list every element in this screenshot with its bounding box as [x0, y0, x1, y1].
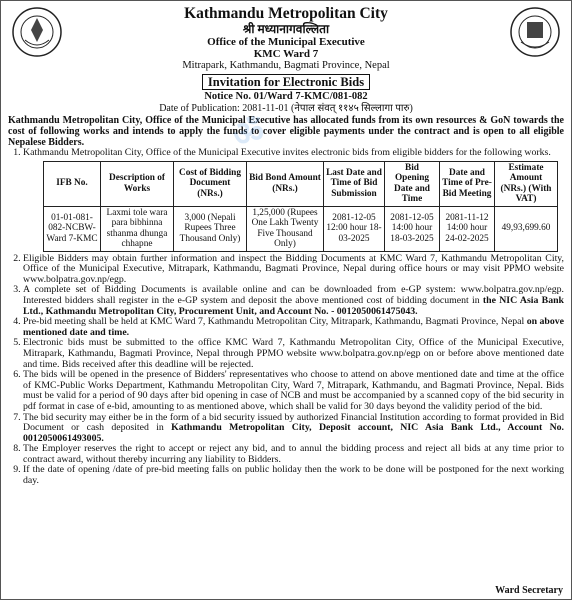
list-item — [23, 413, 564, 445]
item-text: A complete set of Bidding Documents is available online and can be downloaded from e-GP system: www.bolpatra.gov.np/egp. Interested bidders shall register in the e-GP system and deposit the above mentioned cost of bidding document in — [23, 284, 564, 306]
col-ifb-no: IFB No. — [44, 161, 101, 206]
item-text-bold: the NIC Asia Bank Ltd., Kathmandu Metropolitan City, Procurement Unit, and Account No. - 0012050061475043. — [23, 294, 565, 317]
item-text-bold: Kathmandu Metropolitan City, Deposit account, NIC Asia Bank Ltd., Account No. 0012050061493005. — [23, 422, 564, 444]
list-item — [23, 444, 564, 465]
list-item — [23, 370, 564, 412]
cell-description: Laxmi tole wara para bibhinna sthanma dhunga chhapne — [101, 206, 174, 251]
item-text: Pre-bid meeting shall be held at KMC Ward 7, Kathmandu Metropolitan City, Mitrapark, Kathmandu, Bagmati Province, Nepal — [23, 316, 527, 328]
item-text: Electronic bids must be submitted to the office KMC Ward 7, Kathmandu Metropolitan City, Office of the Municipal Executive, Mitrapark, Kathmandu, Bagmati Province, Nepal through PPMO website www.bolpatra.gov.np/egp on or before above mentioned date and time. Bids received after this deadline will be rejected. — [23, 337, 564, 370]
item-text: Eligible Bidders may obtain further information and inspect the Bidding Documents at KMC Ward 7, Kathmandu Metropolitan City, Office of the Municipal Executive, Mitrapark, Kathmandu, Bagmati Province, Nepal during office hours or may visit PPMO website www.bolpatra.gov.np/egp. — [23, 252, 564, 285]
col-description: Description of Works — [101, 161, 174, 206]
bid-table — [43, 161, 558, 252]
item-text-bold: on above mentioned date and time. — [23, 316, 564, 338]
cell-ifb-no: 01-01-081-082-NCBW-Ward 7-KMC — [44, 206, 101, 251]
city-name: Kathmandu Metropolitan City — [184, 5, 388, 22]
publication-date: Date of Publication: 2081-11-01 (नेपाल संवत् ११४५ सिल्लागा पारु) — [159, 103, 413, 114]
watermark-logo: ॐ — [233, 115, 265, 153]
table-row — [44, 206, 558, 251]
item-text: The Employer reserves the right to accept or reject any bid, and to annul the bidding process and reject all bids at any time prior to contract award, without thereby incurring any liability to Bidders. — [23, 443, 564, 465]
list-item — [23, 254, 564, 286]
cell-opening-date: 2081-12-05 14:00 hour 18-03-2025 — [385, 206, 440, 251]
cell-prebid-date: 2081-11-12 14:00 hour 24-02-2025 — [440, 206, 495, 251]
col-bid-bond: Bid Bond Amount (NRs.) — [247, 161, 324, 206]
col-opening-date: Bid Opening Date and Time — [385, 161, 440, 206]
kmc-emblem-right-icon — [509, 6, 561, 58]
notice-header — [8, 5, 564, 114]
col-prebid-date: Date and Time of Pre-Bid Meeting — [440, 161, 495, 206]
notice-number: Notice No. 01/Ward 7-KMC/081-082 — [204, 91, 368, 102]
list-item — [23, 338, 564, 370]
item-text: The bids will be opened in the presence of Bidders' representatives who choose to attend on above mentioned date and time at the office of KMC-Public Works Department, Kathmandu Metropolitan City, Ward 7, Mitrapark, Kathmandu, and Bagmati Province, Nepal. Bids must be valid for a period of 90 days after bid opening in case of NCB and must be accompanied by a scanned copy of the bid security in pdf format in case of e-bid, amounting to as mentioned above, which shall be valid for 30 days beyond the validity period of the bid. — [23, 369, 564, 412]
terms-list — [8, 148, 564, 487]
col-doc-cost: Cost of Bidding Document (NRs.) — [174, 161, 247, 206]
office-address: Mitrapark, Kathmandu, Bagmati Province, Nepal — [182, 60, 390, 71]
signature: Ward Secretary — [495, 585, 563, 596]
item-text: The bid security may either be in the form of a bid security issued by authorized Financial Institution according to format provided in Bid Document or cash deposited in — [23, 411, 564, 434]
cell-bid-bond: 1,25,000 (Rupees One Lakh Twenty Five Thousand Only) — [247, 206, 324, 251]
item-text: If the date of opening /date of pre-bid meeting falls on public holiday then the work to be done will be postponed for the next working day. — [23, 464, 564, 487]
office-name: Office of the Municipal Executive — [207, 36, 365, 48]
col-last-date: Last Date and Time of Bid Submission — [324, 161, 385, 206]
list-item — [23, 465, 564, 486]
cell-last-date: 2081-12-05 12:00 hour 18-03-2025 — [324, 206, 385, 251]
cell-estimate: 49,93,699.60 — [495, 206, 558, 251]
kmc-emblem-left-icon — [11, 6, 63, 58]
notice-title: Invitation for Electronic Bids — [202, 74, 370, 90]
list-item — [23, 317, 564, 338]
col-estimate: Estimate Amount (NRs.) (With VAT) — [495, 161, 558, 206]
list-item — [23, 285, 564, 317]
intro-paragraph: Kathmandu Metropolitan City, Office of the Municipal Executive has allocated funds from its own resources & GoN towards the cost of following works and intends to apply the funds to cover eligible payments under the contract and is open to all eligible Nepalese Bidders. — [8, 115, 564, 148]
city-name-nepali: श्री मध्यानागवल्लिता — [242, 22, 330, 36]
table-header-row — [44, 161, 558, 206]
cell-doc-cost: 3,000 (Nepali Rupees Three Thousand Only) — [174, 206, 247, 251]
item-text: Kathmandu Metropolitan City, Office of the Municipal Executive invites electronic bids from eligible bidders for the following works. — [23, 147, 551, 158]
list-item — [23, 148, 564, 252]
ward-name: KMC Ward 7 — [253, 48, 319, 60]
